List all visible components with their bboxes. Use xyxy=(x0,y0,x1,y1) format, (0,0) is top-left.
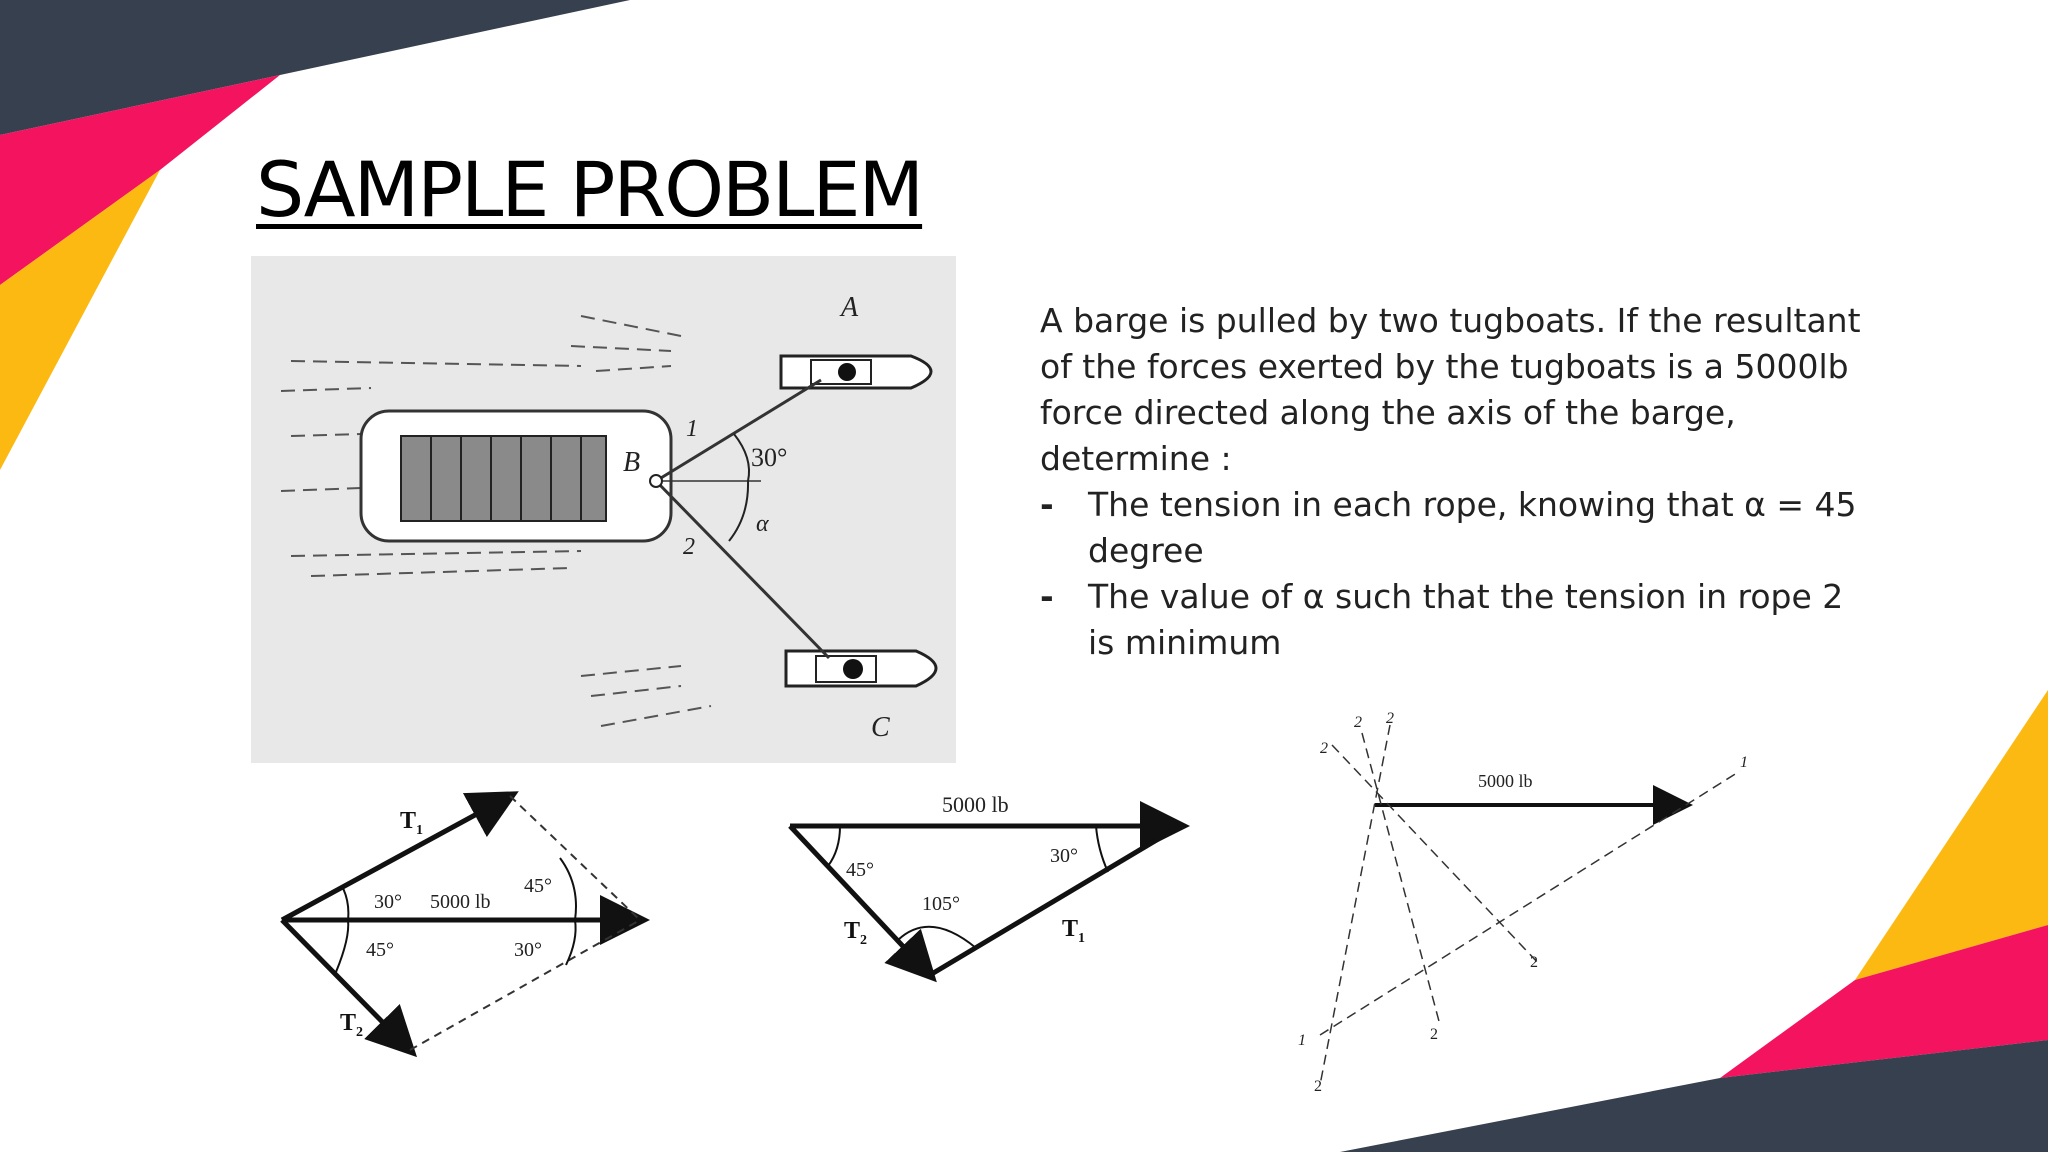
label-line-2-d: 2 xyxy=(1530,954,1538,971)
label-rope-2: 2 xyxy=(683,534,695,560)
point-b xyxy=(650,475,662,487)
label-line-2-c: 2 xyxy=(1386,710,1394,727)
arc-45 xyxy=(828,826,840,866)
barge-diagram xyxy=(251,256,956,763)
label-line-1-bottom: 1 xyxy=(1298,1032,1306,1049)
label-angle-45: 45° xyxy=(846,859,874,881)
problem-statement xyxy=(1040,298,1880,666)
label-force: 5000 lb xyxy=(942,792,1009,817)
label-t1-sub: 1 xyxy=(1078,931,1085,946)
barge-figure xyxy=(251,256,956,763)
label-angle-45: 45° xyxy=(366,939,394,961)
label-angle-30: 30° xyxy=(374,891,402,913)
label-angle-30: 30° xyxy=(751,443,788,472)
label-c: C xyxy=(871,712,890,743)
label-b: B xyxy=(623,447,641,478)
problem-intro: A barge is pulled by two tugboats. If the resultant of the forces exerted by the tugboats is a 5000lb force directed along the axis of the barge, determine : xyxy=(1040,301,1861,478)
label-line-2-e: 2 xyxy=(1430,1026,1438,1043)
tugboat-c xyxy=(786,651,936,686)
force-triangle-figure xyxy=(780,780,1200,1000)
arc-45 xyxy=(336,920,348,972)
label-force: 5000 lb xyxy=(1478,771,1533,791)
label-t2-sub: 2 xyxy=(860,933,867,948)
slide-title: SAMPLE PROBLEM xyxy=(256,145,923,234)
label-t1: T xyxy=(1062,916,1079,942)
problem-item-alpha-min: - The value of α such that the tension in rope 2 is minimum xyxy=(1040,574,1880,666)
label-angle-30: 30° xyxy=(1050,845,1078,867)
label-force: 5000 lb xyxy=(430,891,491,913)
label-line-1-top: 1 xyxy=(1740,754,1748,771)
label-angle-30b: 30° xyxy=(514,939,542,961)
label-alpha: α xyxy=(756,511,769,537)
label-line-2-b: 2 xyxy=(1354,714,1362,731)
label-t2-sub: 2 xyxy=(356,1025,363,1040)
tugboat-a xyxy=(781,356,931,388)
arc-45b xyxy=(560,858,576,920)
minimum-tension-figure xyxy=(1290,705,1760,1105)
problem-item-tension: - The tension in each rope, knowing that α = 45 degree xyxy=(1040,482,1880,574)
label-angle-45b: 45° xyxy=(524,875,552,897)
vector-t2 xyxy=(790,826,930,975)
parallelogram-figure xyxy=(270,780,660,1060)
arc-105 xyxy=(898,927,976,948)
label-line-2-a: 2 xyxy=(1320,740,1328,757)
barge-cargo xyxy=(401,436,606,521)
label-t1-sub: 1 xyxy=(416,823,423,838)
label-t2: T xyxy=(340,1010,357,1036)
label-rope-1: 1 xyxy=(686,416,698,442)
label-line-2-f: 2 xyxy=(1314,1078,1322,1095)
label-a: A xyxy=(841,292,859,323)
label-angle-105: 105° xyxy=(922,893,960,915)
arc-30 xyxy=(1096,826,1108,872)
label-t1: T xyxy=(400,808,417,834)
arc-30 xyxy=(342,886,348,920)
label-t2: T xyxy=(844,918,861,944)
problem-list xyxy=(1040,482,1880,666)
